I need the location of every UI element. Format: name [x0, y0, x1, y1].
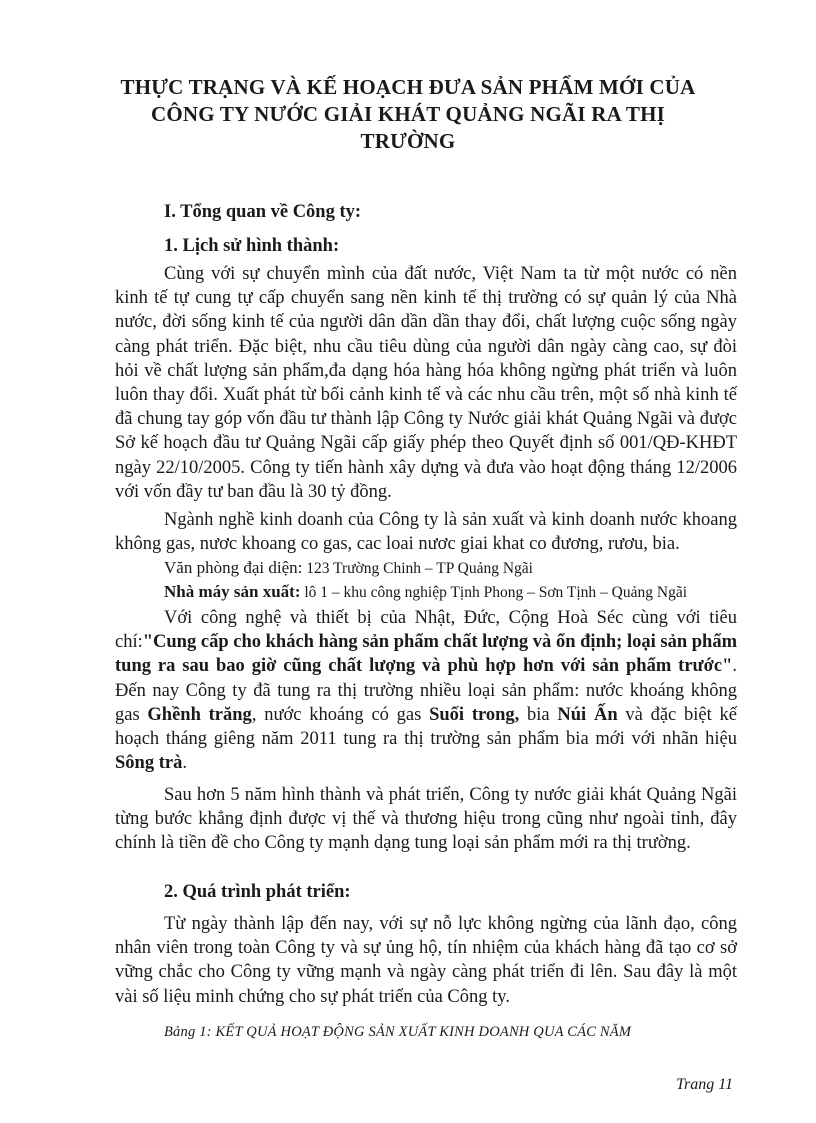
subheading-development: 2. Quá trình phát triển: [164, 882, 351, 902]
product-ghenh-trang: Ghềnh trăng [147, 704, 252, 725]
paragraph-achievements: Sau hơn 5 năm hình thành và phát triển, Công ty nước giải khát Quảng Ngãi từng bước khẳng định được vị thế và thương hiệu trong cũng như ngoài tỉnh, đây chính là tiền đề cho Công ty mạnh dạng tung loại sản phẩm mới ra thị trường. [115, 785, 737, 854]
paragraph-development: Từ ngày thành lập đến nay, với sự nỗ lực không ngừng của lãnh đạo, công nhân viên trong toàn Công ty và sự ủng hộ, tín nhiệm của khách hàng đã tạo cơ sở vững chắc cho Công ty vững mạnh và ngày càng phát triển đi lên. Sau đây là một vài số liệu minh chứng cho sự phát triển của Công ty. [115, 914, 737, 1007]
title-line-3: TRƯỜNG [360, 129, 456, 153]
document-title [100, 74, 716, 155]
factory-address [164, 582, 687, 602]
product-suoi-trong: Suối trong, [429, 704, 520, 725]
subheading-history: 1. Lịch sử hình thành: [164, 236, 340, 256]
office-address [164, 558, 533, 578]
text-segment: . Đến nay Công ty đã tung ra thị trường nhiều loại sản phẩm: nước khoáng không gas [115, 656, 737, 725]
factory-label: Nhà máy sản xuất: [164, 582, 301, 601]
paragraph-technology-products [115, 606, 737, 775]
office-value: 123 Trường Chinh – TP Quảng Ngãi [306, 560, 533, 577]
paragraph-history: Cùng với sự chuyển mình của đất nước, Việt Nam ta từ một nước có nền kinh tế tự cung tự cấp chuyển sang nền kinh tế thị trường có sự quản lý của Nhà nước, đời sống kinh tế của người dân dần dần thay đổi, chất lượng cuộc sống ngày càng phát triển. Đặc biệt, nhu cầu tiêu dùng của người dân ngày càng cao, sự đòi hỏi về chất lượng sản phẩm,đa dạng hóa hàng hóa không ngừng phát triển và luôn luôn thay đổi. Xuất phát từ bối cảnh kinh tế và các nhu cầu trên, một số nhà kinh tế đã chung tay góp vốn đầu tư thành lập Công ty Nước giải khát Quảng Ngãi và được Sở kế hoạch đầu tư Quảng Ngãi cấp giấy phép theo Quyết định số 001/QĐ-KHĐT ngày 22/10/2005. Công ty tiến hành xây dựng và đưa vào hoạt động tháng 12/2006 với vốn đầy tư ban đầu là 30 tỷ đồng. [115, 264, 737, 502]
text-segment: . [182, 753, 187, 774]
product-nui-an: Núi Ấn [557, 704, 618, 725]
section-heading-overview: I. Tổng quan về Công ty: [164, 202, 362, 222]
paragraph-business-lines: Ngành nghề kinh doanh của Công ty là sản xuất và kinh doanh nước khoang không gas, nươc khoang co gas, cac loai nươc giai khat co đương, rươu, bia. [115, 510, 737, 555]
text-segment: bia [519, 704, 558, 725]
title-line-1: THỰC TRẠNG VÀ KẾ HOẠCH ĐƯA SẢN PHẨM MỚI CỦA [120, 75, 696, 99]
product-song-tra: Sông trà [115, 753, 183, 774]
text-segment: và đặc biệt kế hoạch tháng giêng năm 2011 tung ra thị trường sản phẩm bia mới với nhãn hiệu [115, 704, 737, 750]
company-slogan: "Cung cấp cho khách hàng sản phẩm chất lượng và ổn định; loại sản phẩm tung ra sau bao giờ cũng chất lượng và phù hợp hơn với sản phẩm trước" [115, 632, 737, 677]
table-caption: Bảng 1: KẾT QUẢ HOẠT ĐỘNG SẢN XUẤT KINH DOANH QUA CÁC NĂM [164, 1024, 632, 1040]
office-label: Văn phòng đại diện: [164, 558, 303, 577]
page-number: Trang 11 [676, 1076, 734, 1093]
text-segment: , nước khoáng có gas [251, 704, 430, 725]
text-segment: Với công nghệ và thiết bị của Nhật, Đức, Cộng Hoà Séc cùng với tiêu chí: [115, 608, 737, 653]
factory-value: lô 1 – khu công nghiệp Tịnh Phong – Sơn Tịnh – Quảng Ngãi [304, 584, 688, 601]
title-line-2: CÔNG TY NƯỚC GIẢI KHÁT QUẢNG NGÃI RA THỊ [150, 102, 665, 126]
